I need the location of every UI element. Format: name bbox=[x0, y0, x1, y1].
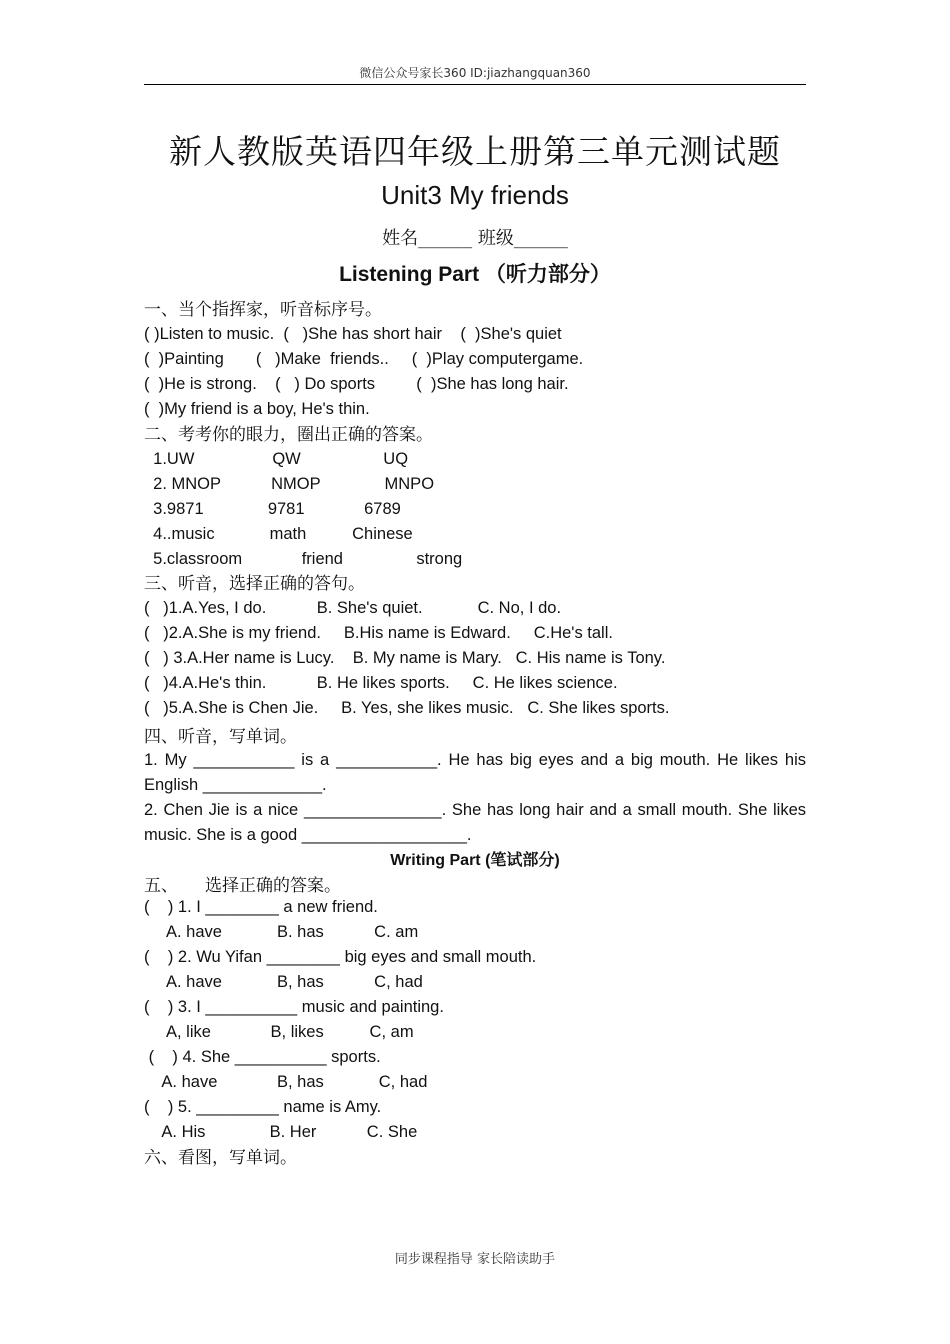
section-5-line: ( ) 1. I ________ a new friend. bbox=[144, 898, 378, 916]
section-5-line: A. have B, has C, had bbox=[144, 1073, 428, 1091]
section-5-heading: 五、 选择正确的答案。 bbox=[144, 876, 342, 896]
section-3-line: ( )5.A.She is Chen Jie. B. Yes, she likes music. C. She likes sports. bbox=[144, 699, 670, 717]
section-2-line: 1.UW QW UQ bbox=[144, 450, 409, 468]
section-1-line: ( )He is strong. ( ) Do sports ( )She has long hair. bbox=[144, 375, 569, 393]
section-2-line: 4..music math Chinese bbox=[144, 525, 413, 543]
section-6-heading: 六、看图，写单词。 bbox=[144, 1148, 297, 1168]
section-5-line: ( ) 3. I __________ music and painting. bbox=[144, 998, 444, 1016]
section-5-line: A. have B, has C, had bbox=[144, 973, 423, 991]
section-1-line: ( )Listen to music. ( )She has short hair ( )She's quiet bbox=[144, 325, 562, 343]
unit-subtitle: Unit3 My friends bbox=[381, 180, 569, 210]
section-3-line: ( )1.A.Yes, I do. B. She's quiet. C. No, I do. bbox=[144, 599, 562, 617]
listening-part-heading: Listening Part （听力部分） bbox=[339, 263, 611, 286]
section-1-line: ( )My friend is a boy, He's thin. bbox=[144, 400, 370, 418]
section-3-line: ( )2.A.She is my friend. B.His name is Edward. C.He's tall. bbox=[144, 624, 613, 642]
name-class-field: 姓名______ 班级______ bbox=[382, 228, 568, 249]
section-3-heading: 三、听音，选择正确的答句。 bbox=[144, 574, 365, 594]
section-2-line: 2. MNOP NMOP MNPO bbox=[144, 475, 435, 493]
section-5-line: A. have B. has C. am bbox=[144, 923, 419, 941]
section-4-item-2: 2. Chen Jie is a nice _______________. She has long hair and a small mouth. She likes music. She is a good __________________. bbox=[144, 801, 806, 844]
section-3-line: ( )4.A.He's thin. B. He likes sports. C. He likes science. bbox=[144, 674, 618, 692]
page-header: 微信公众号家长360 ID:jiazhangquan360 bbox=[359, 66, 591, 80]
section-5-line: ( ) 5. _________ name is Amy. bbox=[144, 1098, 382, 1116]
page-title: 新人教版英语四年级上册第三单元测试题 bbox=[169, 132, 781, 171]
header-divider bbox=[144, 84, 806, 85]
section-2-line: 5.classroom friend strong bbox=[144, 550, 463, 568]
section-1-line: ( )Painting ( )Make friends.. ( )Play computergame. bbox=[144, 350, 584, 368]
section-5-line: A. His B. Her C. She bbox=[144, 1123, 418, 1141]
page-footer: 同步课程指导 家长陪读助手 bbox=[394, 1252, 556, 1267]
writing-part-heading: Writing Part (笔试部分) bbox=[390, 852, 560, 869]
section-2-line: 3.9871 9781 6789 bbox=[144, 500, 401, 518]
section-5-line: A, like B, likes C, am bbox=[144, 1023, 414, 1041]
section-3-line: ( ) 3.A.Her name is Lucy. B. My name is Mary. C. His name is Tony. bbox=[144, 649, 666, 667]
section-4-item-1: 1. My ___________ is a ___________. He has big eyes and a big mouth. He likes his English _____________. bbox=[144, 751, 806, 794]
section-5-line: ( ) 2. Wu Yifan ________ big eyes and small mouth. bbox=[144, 948, 537, 966]
section-1-heading: 一、当个指挥家，听音标序号。 bbox=[144, 300, 382, 320]
section-2-heading: 二、考考你的眼力，圈出正确的答案。 bbox=[144, 425, 433, 445]
section-4-heading: 四、听音，写单词。 bbox=[144, 727, 297, 747]
section-5-line: ( ) 4. She __________ sports. bbox=[144, 1048, 381, 1066]
